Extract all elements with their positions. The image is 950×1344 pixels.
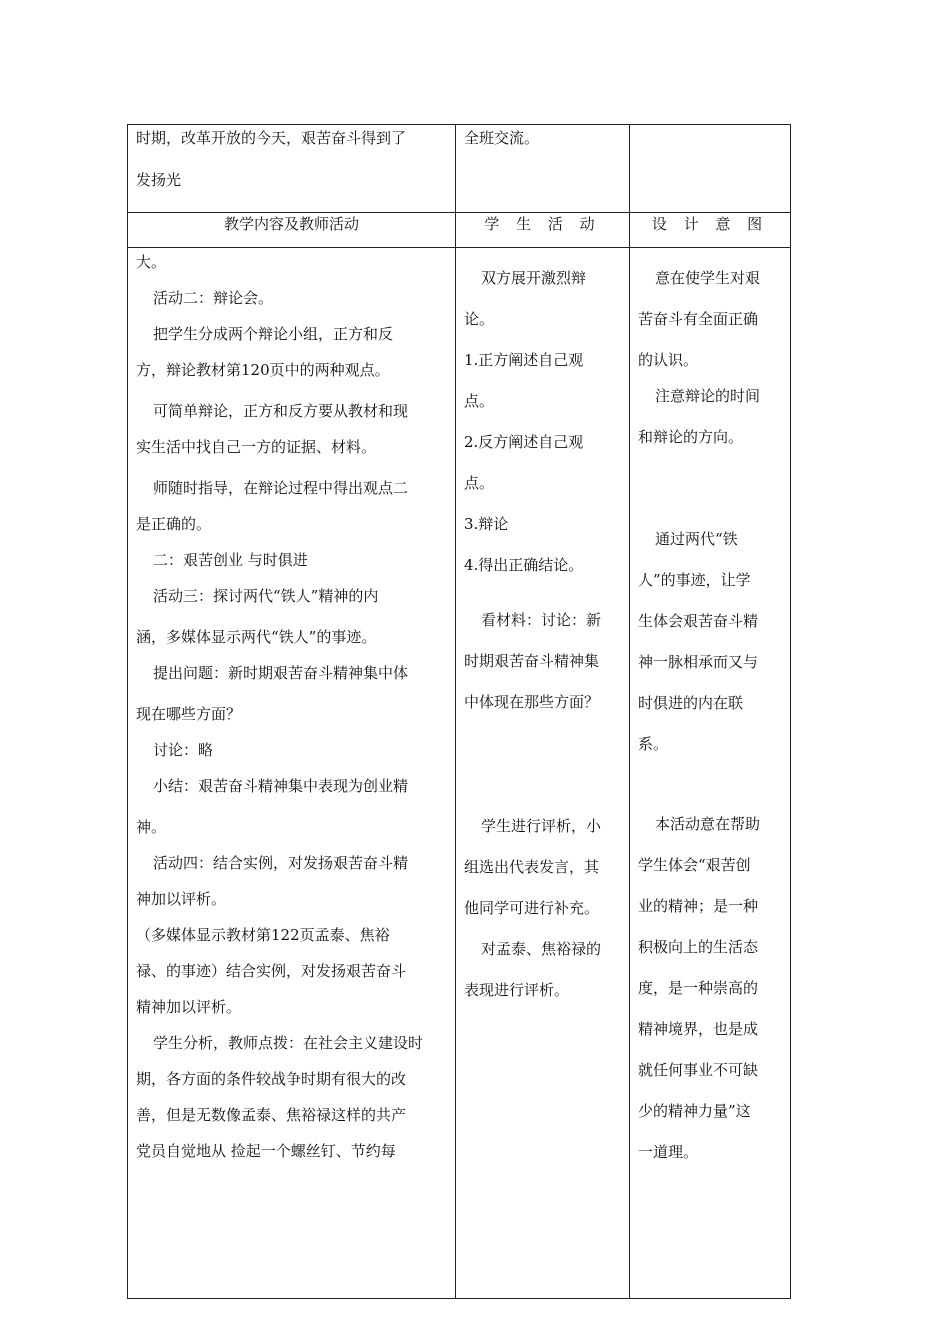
text-line: 精神加以评析。: [136, 998, 242, 1016]
text-line: 可简单辩论，正方和反方要从教材和现: [153, 402, 409, 420]
text-line: 本活动意在帮助: [655, 815, 761, 833]
activity-heading: 活动二：辩论会。: [153, 289, 274, 307]
text-line: 神一脉相承而又与: [638, 653, 759, 671]
text-line: 是正确的。: [136, 515, 212, 533]
text-line: 注意辩论的时间: [655, 387, 761, 405]
text-line: （多媒体显示教材第122页孟泰、焦裕: [136, 926, 390, 944]
header-design-intent: 设 计 意 图: [630, 213, 791, 248]
text-line: 神。: [136, 818, 167, 836]
text-line: 意在使学生对艰: [655, 269, 761, 287]
table-row-main: [128, 248, 791, 1299]
text-line: 期，各方面的条件较战争时期有很大的改: [136, 1070, 407, 1088]
text-line: 现在哪些方面？: [136, 705, 242, 723]
text-line: 4.得出正确结论。: [464, 556, 584, 574]
text-line: 3.辩论: [464, 515, 509, 533]
text-line: 实生活中找自己一方的证据、材料。: [136, 438, 377, 456]
text-line: 看材料：讨论：新: [481, 611, 602, 629]
text-line: 人”的事迹，让学: [638, 571, 751, 589]
text-line: 涵，多媒体显示两代“铁人”的事迹。: [136, 628, 377, 646]
text-line: 系。: [638, 735, 669, 753]
table-header-row: [128, 213, 791, 248]
text-line: 点。: [464, 392, 495, 410]
text-line: 学生分析，教师点拨：在社会主义建设时: [153, 1034, 424, 1052]
table-row-continued: [128, 125, 791, 213]
text-line: 时俱进的内在联: [638, 694, 744, 712]
text-line: 提出问题：新时期艰苦奋斗精神集中体: [153, 664, 409, 682]
cell-teacher-content-continued: [128, 125, 456, 213]
text-line: 一道理。: [638, 1143, 699, 1161]
text-line: 党员自觉地从 捡起一个螺丝钉、节约每: [136, 1142, 396, 1160]
text-line: 发扬光: [136, 171, 182, 189]
text-line: 2.反方阐述自己观: [464, 433, 584, 451]
text-line: 通过两代“铁: [655, 530, 738, 548]
text-line: 讨论：略: [153, 741, 214, 759]
text-line: 论。: [464, 310, 495, 328]
header-teacher-content: 教学内容及教师活动: [128, 213, 456, 248]
text-line: 度，是一种崇高的: [638, 979, 759, 997]
cell-design-intent-continued: [630, 125, 791, 213]
text-line: 他同学可进行补充。: [464, 899, 600, 917]
cell-teacher-content: [128, 248, 456, 1299]
text-line: 学生进行评析，小: [481, 817, 602, 835]
text-line: 禄、的事迹）结合实例，对发扬艰苦奋斗: [136, 962, 407, 980]
text-line: 小结：艰苦奋斗精神集中表现为创业精: [153, 777, 409, 795]
text-line: 师随时指导，在辩论过程中得出观点二: [153, 479, 409, 497]
text-line: 全班交流。: [464, 129, 540, 147]
activity-heading: 活动四：结合实例，对发扬艰苦奋斗精: [153, 854, 409, 872]
text-line: 神加以评析。: [136, 890, 227, 908]
text-line: 的认识。: [638, 351, 699, 369]
text-line: 善，但是无数像孟泰、焦裕禄这样的共产: [136, 1106, 407, 1124]
activity-heading: 活动三：探讨两代“铁人”精神的内: [153, 587, 379, 605]
lesson-plan-table: [127, 124, 791, 1299]
text-line: 组选出代表发言，其: [464, 858, 600, 876]
text-line: 精神境界，也是成: [638, 1020, 759, 1038]
text-line: 把学生分成两个辩论小组，正方和反: [153, 325, 394, 343]
text-line: 就任何事业不可缺: [638, 1061, 759, 1079]
text-line: 生体会艰苦奋斗精: [638, 612, 759, 630]
text-line: 中体现在那些方面？: [464, 693, 600, 711]
text-line: 点。: [464, 474, 495, 492]
text-line: 少的精神力量”这: [638, 1102, 751, 1120]
text-line: 学生体会“艰苦创: [638, 856, 751, 874]
cell-student-activity: [456, 248, 630, 1299]
header-student-activity: 学 生 活 动: [456, 213, 630, 248]
cell-student-activity-continued: [456, 125, 630, 213]
text-line: 业的精神；是一种: [638, 897, 759, 915]
text-line: 对孟泰、焦裕禄的: [481, 940, 602, 958]
text-line: 方，辩论教材第120页中的两种观点。: [136, 361, 390, 379]
text-line: 双方展开激烈辩: [481, 269, 587, 287]
section-heading: 二：艰苦创业 与时俱进: [153, 551, 308, 569]
text-line: 大。: [136, 253, 167, 271]
text-line: 和辩论的方向。: [638, 428, 744, 446]
text-line: 积极向上的生活态: [638, 938, 759, 956]
text-line: 表现进行评析。: [464, 981, 570, 999]
cell-design-intent: [630, 248, 791, 1299]
text-line: 时期艰苦奋斗精神集: [464, 652, 600, 670]
text-line: 1.正方阐述自己观: [464, 351, 584, 369]
text-line: 苦奋斗有全面正确: [638, 310, 759, 328]
text-line: 时期，改革开放的今天，艰苦奋斗得到了: [136, 129, 407, 147]
